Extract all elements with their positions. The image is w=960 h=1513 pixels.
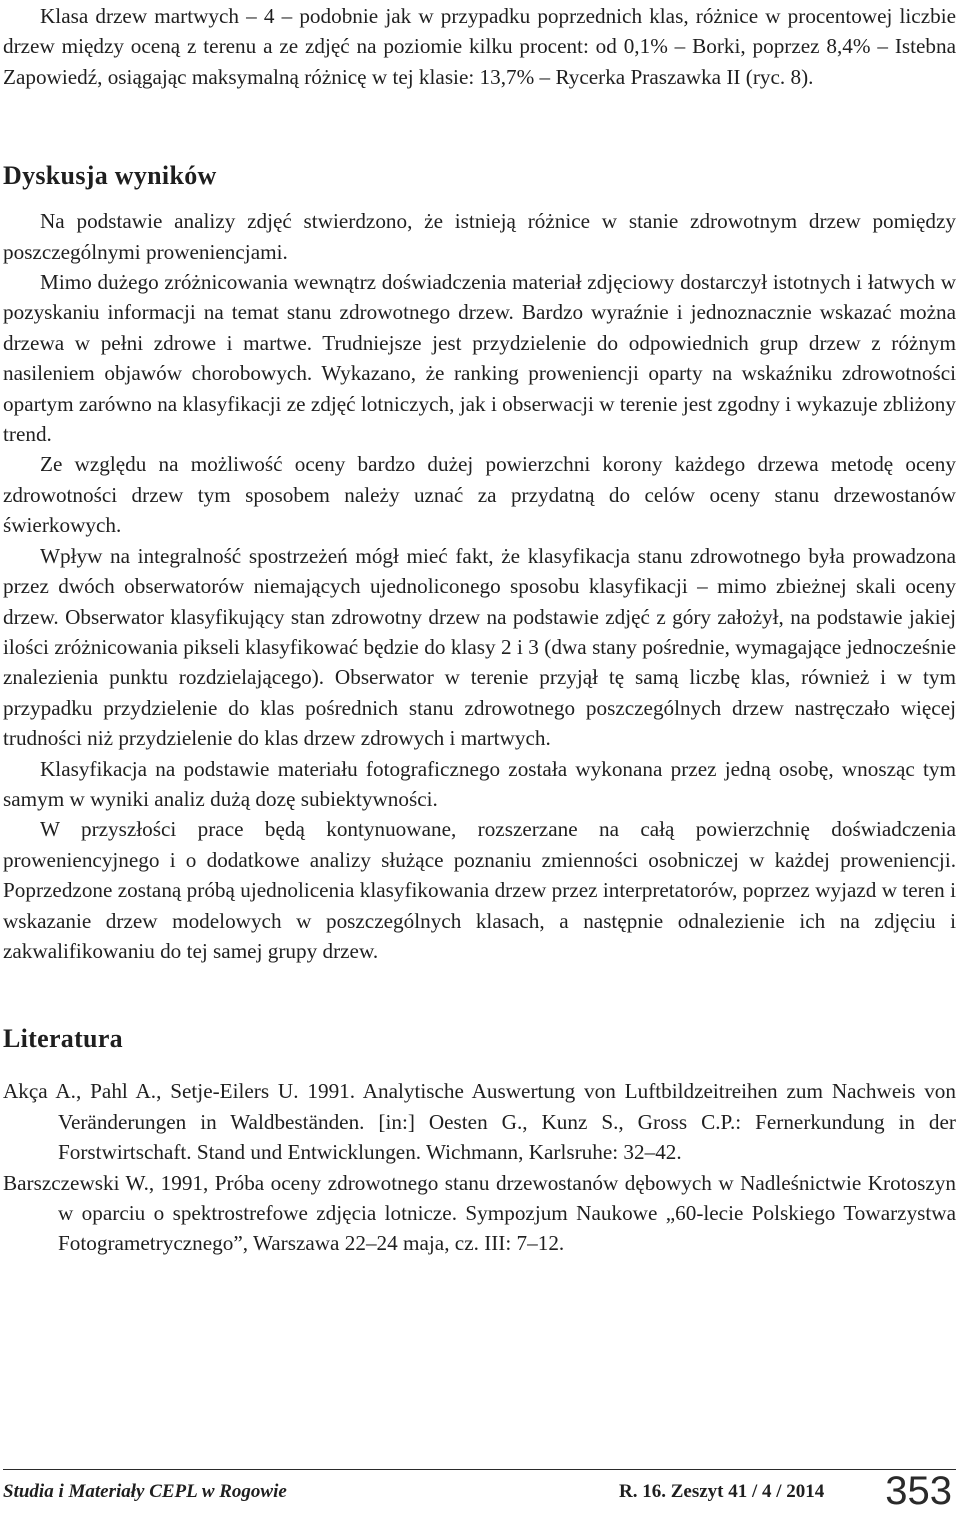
- discussion-paragraph-1: Na podstawie analizy zdjęć stwierdzono, że istnieją różnice w stanie zdrowotnym drzew pomiędzy poszczególnymi proweniencjami.: [3, 209, 956, 264]
- journal-title: Studia i Materiały CEPL w Rogowie: [3, 1481, 287, 1502]
- discussion-paragraph-5: Klasyfikacja na podstawie materiału fotograficznego została wykonana przez jedną osobę, wnosząc tym samym w wyniki analiz dużą dozę subiektywności.: [3, 756, 956, 811]
- discussion-paragraph-2: Mimo dużego zróżnicowania wewnątrz doświadczenia materiał zdjęciowy dostarczył istotnych i łatwych w pozyskaniu informacji na temat stanu zdrowotnego drzew. Bardzo wyraźnie i jednoznacznie wskazać można drzewa w pełni zdrowe i martwe. Trudniejsze jest przydzielenie do odpowiednich grup drzew z różnym nasileniem objawów chorobowych. Wykazano, że ranking proweniencji oparty na wskaźniku zdrowotności opartym zarówno na klasyfikacji ze zdjęć lotniczych, jak i obserwacji w terenie jest zgodny i wykazuje zbliżony trend.: [3, 270, 956, 447]
- page-number: 353: [885, 1469, 952, 1513]
- discussion-heading: Dyskusja wyników: [3, 161, 217, 191]
- page-footer: [3, 1469, 956, 1513]
- reference-item: Akça A., Pahl A., Setje-Eilers U. 1991. Analytische Auswertung von Luftbildzeitreihen zum Nachweis von Veränderungen in Waldbeständen. [in:] Oesten G., Kunz S., Gross C.P.: Fernerkundung in der Forstwirtschaft. Stand und Entwicklungen. Wichmann, Karlsruhe: 32–42.: [3, 1079, 956, 1165]
- footer-divider: [3, 1469, 956, 1470]
- page-content: [3, 0, 956, 1259]
- issue-info: R. 16. Zeszyt 41 / 4 / 2014: [619, 1481, 825, 1502]
- literature-heading: Literatura: [3, 1024, 123, 1054]
- discussion-paragraph-6: W przyszłości prace będą kontynuowane, rozszerzane na całą powierzchnię doświadczenia proweniencyjnego i o dodatkowe analizy służące poznaniu zmienności osobniczej w każdej proweniencji. Poprzedzone zostaną próbą ujednolicenia klasyfikowania drzew przez interpretatorów, poprzez wyjazd w teren i wskazanie drzew modelowych w poszczególnych klasach, a następnie odnalezienie ich na zdjęciu i zakwalifikowaniu do tej samej grupy drzew.: [3, 817, 956, 963]
- discussion-paragraph-3: Ze względu na możliwość oceny bardzo dużej powierzchni korony każdego drzewa metodę oceny zdrowotności drzew tym sposobem należy uznać za przydatną do celów oceny stanu drzewostanów świerkowych.: [3, 452, 956, 538]
- discussion-paragraph-4: Wpływ na integralność spostrzeżeń mógł mieć fakt, że klasyfikacja stanu zdrowotnego była prowadzona przez dwóch obserwatorów niemających ujednoliconego sposobu klasyfikacji – mimo zbieżnej skali oceny drzew. Obserwator klasyfikujący stan zdrowotny drzew na podstawie zdjęć z góry założył, na podstawie jakiej ilości zróżnicowania pikseli klasyfikować będzie do klasy 2 i 3 (dwa stany pośrednie, wymagające jednocześnie znalezienia punktu rozdzielającego). Obserwator w terenie przyjął tę samą liczbę klas, również i w tym przypadku przydzielenie do klas pośrednich stanu zdrowotnego poszczególnych drzew nastręczało więcej trudności niż przydzielenie do klas drzew zdrowych i martwych.: [3, 543, 956, 751]
- intro-paragraph: Klasa drzew martwych – 4 – podobnie jak w przypadku poprzednich klas, różnice w procentowej liczbie drzew między oceną z terenu a ze zdjęć na poziomie kilku procent: od 0,1% – Borki, poprzez 8,4% – Istebna Zapowiedź, osiągając maksymalną różnicę w tej klasie: 13,7% – Rycerka Praszawka II (ryc. 8).: [3, 4, 956, 89]
- reference-item: Barszczewski W., 1991, Próba oceny zdrowotnego stanu drzewostanów dębowych w Nadleśnictwie Krotoszyn w oparciu o spektrostrefowe zdjęcia lotnicze. Sympozjum Naukowe „60-lecie Polskiego Towarzystwa Fotogrametrycznego”, Warszawa 22–24 maja, cz. III: 7–12.: [3, 1170, 956, 1256]
